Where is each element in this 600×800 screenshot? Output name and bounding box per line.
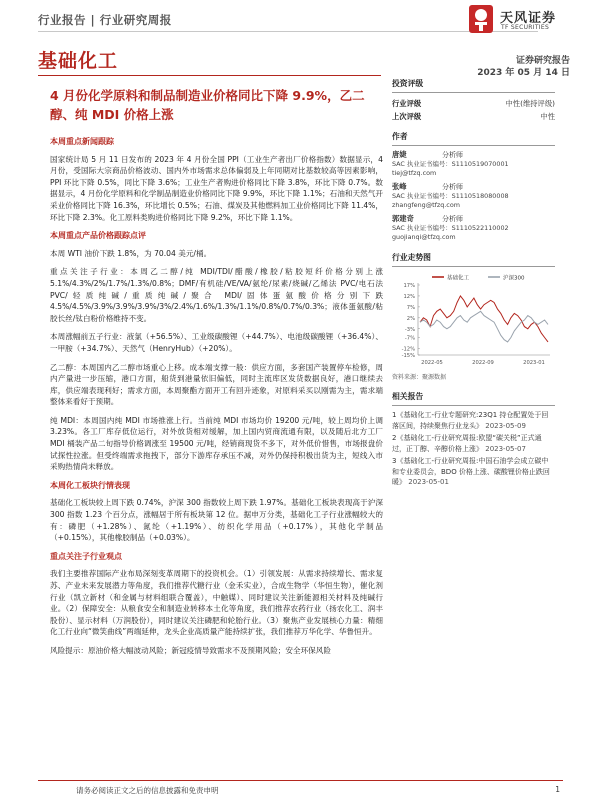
focus-subsector-paragraph: 重点关注子行业：本周乙二醇/纯 MDI/TDI/醋酸/橡胶/粘胶短纤价格分别上涨 5.1%/4.3%/2%/1.7%/1.3%/0.8%；DMF/有机硅/VE/VA/氨纶/尿素/烧碱/乙烯法 PVC/电石法 PVC/轻质纯碱/重质纯碱/聚合 MDI/固体蛋氨酸价格分别下跌 4.5%/4.5%/3.9%/3.9%/3.9%/3%/2.4%/1.6%/1.3%/1.1%/0.8%/0.7%/0.3%；液体蛋氨酸/粘胶长丝/钛白粉价格维持不变。 <box>50 267 383 323</box>
legend-label: 沪深300 <box>503 275 525 282</box>
y-tick-label: -3% <box>404 326 415 333</box>
pure-mdi-paragraph: 纯 MDI：本周国内纯 MDI 市场推涨上行。当前纯 MDI 市场均价 19200 元/吨，较上周均价上调 3.23%。各工厂库存低位运行，对外放货相对缓解，加上国内贸商流通有限，以及随后北方工厂 MDI 桶装产品二旬指导价格调涨至 19500 元/吨，经销商现货不多下，对外低价惜售，市场报盘价试探性拉涨。但受终端需求拖拽下，部分下游库存承压不减，对外仍保持积极出货为主，短线入市采购热情尚未释放。 <box>50 415 383 472</box>
section-heading-market: 本周化工板块行情表现 <box>50 480 130 490</box>
analyst-email: tiej@tfzq.com <box>392 169 437 177</box>
tf-securities-logo <box>464 2 564 36</box>
section-heading-news: 本周重点新闻跟踪 <box>50 137 114 146</box>
related-report-title: 2《基础化工-行业研究周报:欧盟“碳关税”正式通过，正丁醇、辛醇价格上涨》 <box>392 434 542 453</box>
report-headline: 4 月份化学原料和制品制造业价格同比下降 9.9%，乙二醇、纯 MDI 价格上涨 <box>50 88 365 122</box>
rating-key: 上次评级 <box>392 112 422 121</box>
analyst-cert: SAC 执业证书编号：S1110522110002 <box>392 224 509 232</box>
industry-title: 基础化工 <box>38 50 119 72</box>
author-heading: 作者 <box>392 131 555 146</box>
series-line <box>420 296 548 342</box>
rating-value: 中性(维持评级) <box>505 99 555 108</box>
x-tick-label: 2022-05 <box>421 360 443 366</box>
title-divider <box>38 75 381 76</box>
related-report-title: 1《基础化工-行业专题研究:23Q1 持仓配置处于回落区间，持续聚焦行业龙头》 <box>392 411 549 430</box>
logo-text-en: TF SECURITIES <box>501 24 550 31</box>
sidebar <box>392 78 555 490</box>
analyst-role: 分析师 <box>442 183 463 191</box>
rating-heading: 投资评级 <box>392 78 555 93</box>
top-gainers-paragraph: 本周涨幅前五子行业：液氯（+56.5%）、工业级碳酸锂（+44.7%）、电池级碳酸锂（+36.4%）、一甲胺（+34.7%）、天然气（HenryHub）（+20%）。 <box>50 332 383 353</box>
rating-row <box>392 110 555 123</box>
analyst-email: guojianqi@tfzq.com <box>392 233 456 241</box>
analyst-name: 郭建奇 <box>392 214 414 223</box>
analyst-email: zhangfeng@tfzq.com <box>392 201 460 209</box>
analyst-name: 张峰 <box>392 182 407 191</box>
y-tick-label: 17% <box>403 283 415 289</box>
tf-logo-icon <box>464 2 498 36</box>
chart-source: 资料来源：聚源数据 <box>392 374 447 381</box>
footer-divider <box>38 780 563 781</box>
y-tick-label: 7% <box>406 304 415 311</box>
analyst-card <box>392 182 555 210</box>
oil-price-paragraph: 本周 WTI 油价下跌 1.8%，为 70.04 美元/桶。 <box>50 248 212 258</box>
related-report[interactable] <box>392 433 555 454</box>
main-content <box>50 136 383 664</box>
analyst-role: 分析师 <box>442 151 463 159</box>
views-paragraph: 我们主要推荐国际产业布局深刻变革周期下的投资机会。（1）引领发展：从需求持续增长、需求复苏、产业未来发展潜力等角度，我们推荐代糖行业（金禾实业），合成生物学（华恒生物），催化剂行业（凯立新材（和金属与材料组联合覆盖），中触媒）、同时建议关注新能源相关材料及纯碱行业。（2）保障安全：从粮食安全和制造业转移本土化等角度，我们推荐农药行业（扬农化工、润丰股份）、显示材料（万润股份），同时建议关注磷肥和轮胎行业。（3）聚焦产业发展核心力量：精细化工行业向“微笑曲线”两端延伸，龙头企业高质量产能持续扩张，我们推荐万华化学、华鲁恒升。 <box>50 569 383 637</box>
series-line <box>420 311 548 342</box>
y-tick-label: 2% <box>406 315 415 322</box>
y-tick-label: -15% <box>401 353 415 359</box>
report-type-label: 行业报告 | 行业研究周报 <box>38 13 172 27</box>
analyst-card <box>392 150 555 178</box>
analyst-cert: SAC 执业证书编号：S1110519070001 <box>392 160 509 168</box>
related-report-date: 2023-05-07 <box>485 444 526 453</box>
risk-paragraph: 风险提示：原油价格大幅波动风险；新冠疫情导致需求不及预期风险；安全环保风险 <box>50 645 331 655</box>
related-report-title: 3《基础化工-行业研究周报:中国石油学会成立碳中和专业委员会，BDO 价格上涨、碳酸锂价格止跌回暖》 <box>392 457 550 486</box>
market-paragraph: 基础化工板块较上周下跌 0.74%，沪深 300 指数较上周下跌 1.97%。基础化工板块表现高于沪深 300 指数 1.23 个百分点，涨幅居于所有板块第 12 位。据申万分类，基础化工子行业涨幅较大的有：磷肥（+1.28%）、氮纶（+1.19%）、纺织化学用品（+0.17%），其他化学制品（+0.15%），其他橡胶制品（+0.03%）。 <box>50 498 383 543</box>
legend-label: 基础化工 <box>447 275 470 282</box>
related-heading: 相关报告 <box>392 391 555 406</box>
report-kind: 证券研究报告 <box>515 56 570 66</box>
y-tick-label: 12% <box>403 293 415 300</box>
rating-key: 行业评级 <box>392 99 422 108</box>
analyst-role: 分析师 <box>442 215 463 223</box>
analyst-card <box>392 214 555 242</box>
trend-chart-svg <box>392 271 555 369</box>
analyst-cert: SAC 执业证书编号：S1110518080008 <box>392 192 509 200</box>
x-tick-label: 2023-01 <box>523 360 545 366</box>
analyst-name: 唐婕 <box>392 150 407 159</box>
logo-text-cn: 天风证券 <box>500 11 557 26</box>
header-divider <box>38 31 538 32</box>
y-tick-label: -7% <box>404 335 415 342</box>
report-date: 2023 年 05 月 14 日 <box>477 68 570 78</box>
trend-heading: 行业走势图 <box>392 252 555 267</box>
related-report-date: 2023-05-01 <box>408 478 449 486</box>
related-report-date: 2023-05-09 <box>485 421 526 430</box>
related-report[interactable] <box>392 410 555 431</box>
x-tick-label: 2022-09 <box>472 360 494 366</box>
page-number: 1 <box>555 785 560 794</box>
page-footer <box>0 780 600 800</box>
rating-value: 中性 <box>540 112 555 121</box>
rating-row <box>392 97 555 110</box>
section-heading-prices: 本周重点产品价格跟踪点评 <box>50 231 146 241</box>
news-paragraph: 国家统计局 5 月 11 日发布的 2023 年 4 月份全国 PPI（工业生产者出厂价格指数）数据显示，4 月份，受国际大宗商品价格波动、国内外市场需求总体偏弱及上年同期对比基数较高等因素影响，PPI 环比下降 0.5%，同比下降 3.6%；工业生产者购进价格同比下降 3.8%，环比下降 0.7%。数据显示，4 月份化学原料和化学制品制造业价格同比下降 9.9%，环比下降 1.1%；石油和天然气开采业价格同比下降 16.3%，环比增长 0.5%；石油、煤炭及其他燃料加工业价格同比下降 11.4%，环比下降 2.3%。化工原料类购进价格同比下降 9.2%，环比下降 1.1%。 <box>50 154 383 222</box>
footer-disclaimer: 请务必阅读正文之后的信息披露和免责申明 <box>76 786 219 795</box>
related-report[interactable] <box>392 456 555 488</box>
industry-trend-chart <box>392 271 555 371</box>
section-heading-views: 重点关注子行业观点 <box>50 551 122 561</box>
y-tick-label: -12% <box>401 346 415 353</box>
ethylene-glycol-paragraph: 乙二醇：本周国内乙二醇市场重心上移。成本端支撑一般：供应方面，多套国产装置停车检修，周内产量进一步压缩，港口方面，船货到港量依旧偏低，同时主流库区发货数据良好，港口继续去库，供应端表现利好；需求方面，本周聚酯方面开工有回升迹象，对原料采买以刚需为主，需求端整体来看好于预期。 <box>50 362 383 407</box>
